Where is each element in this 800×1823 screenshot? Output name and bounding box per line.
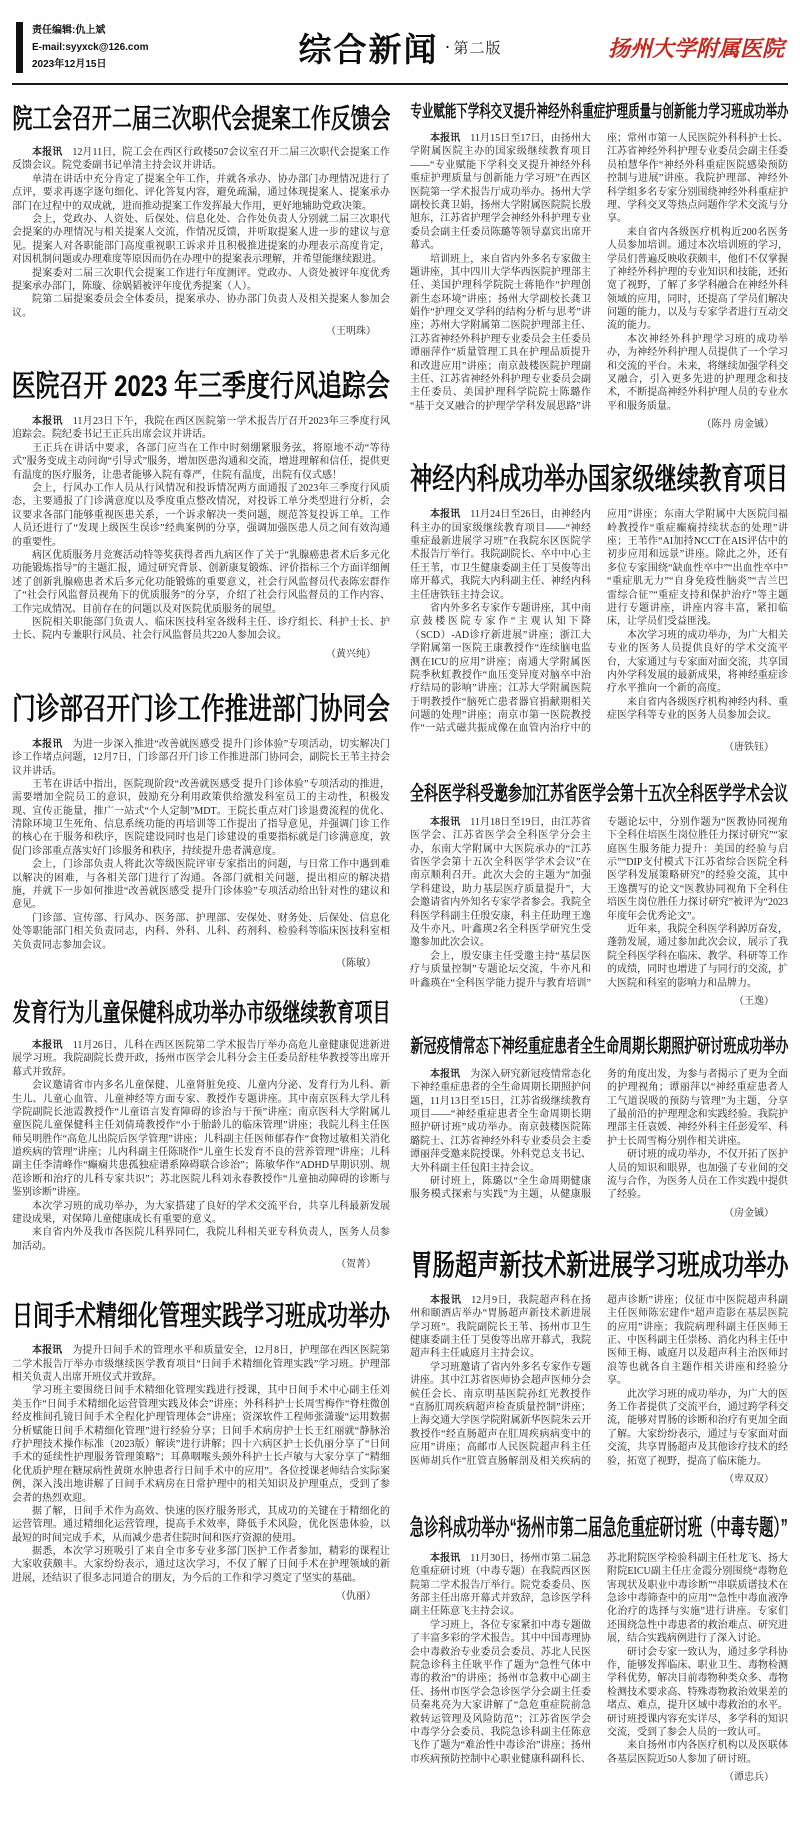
article-title-text: 急诊科成功举办“扬州市第二届急危重症研讨班（中毒专题）” <box>410 1513 788 1540</box>
article-body <box>410 132 788 413</box>
article-body <box>12 1344 390 1585</box>
article <box>410 1241 788 1485</box>
article-title-text: 胃肠超声新技术新进展学习班成功举办 <box>410 1249 788 1282</box>
paragraph: 研讨班上，陈璐以“全生命周期健康服务模式探索与实践”为主题，从健康服务的角度出发，为参与者揭示了更为全面的护理视角；谭丽萍以“神经重症患者人工气道误吸的预防与管理”为主题，分享了最前沿的护理理念和实践经验。我院护理部主任袁媛、神经外科主任彭爱军、科护士长周雪梅分别作相关讲座。 <box>410 1068 788 1201</box>
article-byline: （卑双双） <box>724 1473 774 1485</box>
article-title <box>12 684 390 728</box>
paragraph: 提案委对二届三次职代会提案工作进行年度测评。党政办、人资处被评年度优秀提案承办部门，陈璇、徐娲韬被评年度优秀提案（人）。 <box>12 267 390 292</box>
article-body <box>410 1294 788 1468</box>
article-title <box>410 1243 788 1284</box>
article-title-text: 日间手术精细化管理实践学习班成功举办 <box>12 1300 390 1332</box>
right-column <box>410 95 788 1805</box>
article <box>410 452 788 753</box>
section-title: 综合新闻 <box>298 31 439 68</box>
paragraph: 学习班邀请了省内外多名专家作专题讲座。其中江苏省医师协会超声医师分会候任会长、南京明基医院孙红光教授作“直肠肛周疾病超声检查质量控制”讲座；上海交通大学医学院附属新华医院朱云开教授作“经直肠超声在肛周疾病病变中的应用”讲座；高邮市人民医院超声科主任医师胡兵作“肛管直肠解剖及相关疾病的超声诊断”讲座；仪征市中医院超声科副主任医师陈宏建作“超声造影在基层医院的应用”讲座；我院病理科副主任医师王正、中医科副主任崇杨、消化内科主任中医师王梅、戚庭月以及超声科主治医师封浪等也就各自主题作相关讲座和经验分享。 <box>410 1294 788 1467</box>
article-body <box>410 508 788 736</box>
article-byline: （仇丽） <box>336 1591 376 1603</box>
article <box>410 95 788 430</box>
paragraph: 医院相关职能部门负责人、临床医技科室各级科主任、诊疗组长、科护士长、护士长、院内专兼职行风员、社会行风监督员共220人参加会议。 <box>12 616 390 642</box>
article-byline: （黄兴纯） <box>326 648 376 660</box>
date-line: 2023年12月15日 <box>32 59 107 70</box>
article-title <box>410 1031 788 1058</box>
paragraph: 单清在讲话中充分肯定了提案全年工作，并就各承办、协办部门办理情况进行了点评，要求再逐字逐句细化、评化答复内容，避免疏漏，通过体现提案人、提案承办部门在过程中的双成就，进而推动提案工作发挥最大作用，更好地辅助党政决策。 <box>12 173 390 212</box>
paragraph: 本报讯 12月9日，我院超声科在扬州和颐酒店举办“胃肠超声新技术新进展学习班”。我院副院长王苇、扬州市卫生健康委副主任丁昊俊等出席开幕式，我院超声科主任戚庭月主持会议。 <box>410 1294 592 1360</box>
paragraph: 本报讯 为提升日间手术的管理水平和质量安全，12月8日，护理部在西区医院第二学术报告厅举办市级继续医学教育项目“日间手术精细化管理实践”学习班。护理部相关负责人出席开班仪式并致辞。 <box>12 1345 390 1383</box>
paragraph: 本报讯 11月30日，扬州市第二届急危重症研讨班（中毒专题）在我院西区医院第二学术报告厅举行。院党委委员、医务部主任出席开幕式并致辞，急诊医学科副主任陈意飞主持会议。 <box>410 1552 591 1618</box>
article-byline: （房金铖） <box>724 1207 774 1219</box>
email-line: E-mail:syyxck@126.com <box>32 42 149 53</box>
paragraph: 据悉，本次学习班吸引了来自全市多专业多部门医护工作者参加，精彩的课程让大家收获颇丰。大家纷纷表示，通过这次学习，不仅了解了日间手术在护理领域的新进展，还结识了很多志同道合的朋友，为今后的工作和学习奠定了坚实的基础。 <box>12 1546 390 1584</box>
paragraph: 学习班上，各位专家紧扣中毒专题做了丰富多彩的学术报告。其中中国毒理协会中毒救治专业委员会委员、苏北人民医院急诊科主任耿平作了题为“急性气体中毒的救治”的讲座；扬州市急救中心副主任、扬州市医学会急诊医学分会副主任委员秦兆亮为大家讲解了“急危重症院前急救转运管理及风险防范”；江苏省医学会中毒学分会委员、我院急诊科副主任陈意飞作了题为“难治性中毒诊治”讲座；扬州市疾病预防控制中心职业健康科副科长、苏北附院医学检验科副主任杜龙飞、扬大附院EICU副主任庄金霞分别围绕“毒物危害现状及职业中毒诊断”“串联质谱技术在急诊中毒筛查中的应用”“急性中毒血液净化治疗的选择与实施”进行讲座。专家们还围绕急性中毒患者的救治难点、研究进展，结合实践病例进行了深入讨论。 <box>410 1552 788 1765</box>
paragraph: 门诊部、宣传部、行风办、医务部、护理部、安保处、财务处、后保处、信息化处等职能部门相关负责同志，内科、外科、儿科、药剂科、检验科等临床医技科室相关负责同志参加会议。 <box>12 912 390 951</box>
paragraph: 省内外多名专家作专题讲座，其中南京鼓楼医院专家作“主观认知下降（SCD）-AD诊疗新进展”讲座；浙江大学附属第一医院王康教授作“连续脑电监测在ICU的应用”讲座；南通大学附属医院季秋虹教授作“血压变异度对脑卒中治疗结局的影响”讲座；江苏大学附属医院于明教授作“脑死亡患者器官捐献期相关问题的处理”讲座；南京市第一医院教授作“一站式磁共振成像在血管内治疗中的应用”讲座；东南大学附属中大医院闫福岭教授作“重症癫痫持续状态的处理”讲座；王苇作“AI加持NCCT在AIS评估中的初步应用和远景”讲座。除此之外，还有多位专家围绕“缺血性卒中”“出血性卒中”“重症肌无力”“自身免疫性脑炎”“吉兰巴雷综合征”“重症支持和保护治疗”等主题进行专题讲座，讲座内容丰富，紧扣临床，让学员们受益匪浅。 <box>410 509 788 735</box>
article <box>12 359 390 660</box>
article-byline: （陈丹 房金铖） <box>701 419 774 431</box>
article-title-text: 医院召开 2023 年三季度行风追踪会 <box>12 370 390 404</box>
masthead <box>12 14 788 85</box>
paragraph: 院第二届提案委员会全体委员，提案承办、协办部门负责人及相关提案人参加会议。 <box>12 294 390 319</box>
article-byline: （唐铁钰） <box>724 741 774 753</box>
article <box>410 775 788 1007</box>
paragraph: 王正兵在讲话中要求，各部门应当在工作中时刻绷紧服务弦，将原地不动“等待式”服务变成主动问询“引导式”服务，增加医患沟通和交流，增进理解和信任，提供更有温度的医疗服务，让患者能够入院有尊严，住院有温度，出院有仪式感！ <box>12 442 390 481</box>
paragraph: 会上，党政办、人资处、后保处、信息化处、合作处负责人分别就二届三次职代会提案的办理情况与相关提案人交流，作情况反馈，并听取提案人进一步的建议与意见。提案人对各职能部门高度重视职工诉求并且积极推进提案的办理表示高度肯定，对因机制问题或办理难度等原因而仍在办理中的提案表示理解，并希望能继续跟进。 <box>12 213 390 266</box>
page-content <box>12 95 788 1805</box>
article-body <box>12 738 390 952</box>
article-body <box>12 1039 390 1253</box>
paragraph: 王苇在讲话中指出，医院现阶段“改善就医感受 提升门诊体验”专项活动的推进，需要增加全院员工的意识，鼓励充分利用政策供给激发科室员工的主动性，积极发现、宣传正能量，推广一站式“个人定制”MDT。王院长重点对门诊退费流程的优化、清除环境卫生死角、信息系统功能的再培训等工作提出了指导意见，并强调门诊工作的核心在于服务和秩序，医院建设同时也是门诊建设的重要指标就是门诊满意度，敦促门诊部重点落实好门诊服务和秩序，持续提升患者满意度。 <box>12 778 390 857</box>
paragraph: 学习班主要围绕日间手术精细化管理实践进行授课，其中日间手术中心副主任刘美玉作“日间手术精细化运营管理实践及体会”讲座；外科科护士长周雪梅作“脊柱微创经皮椎间孔镜日间手术全程化护理管理体会”讲座；资深软件工程师张潇璇“运用数据分析赋能日间手术精细化管理”进行经验分享；日间手术病房护士长王红丽就“静脉治疗护理技术操作标准（2023版）解读”进行讲解；四十六病区护士长仇丽分享了“日间手术的延续性护理服务管理策略”；耳鼻咽喉头颈外科护士长卢敏与大家分享了“精细化优质护理在糖尿病性黄斑水肿患者行日间手术中的应用”。各位授课老师结合实际案例，深入浅出地讲解了日间手术病房在日常护理中的相关知识及护理重点，受到了参会者的热烈欢迎。 <box>12 1385 390 1504</box>
paragraph: 研讨会专家一致认为，通过多学科协作，能够发挥临床、职业卫生、毒物检测学科优势，解决目前毒物种类众多、毒物检测技术要求高、特殊毒物救治效果差的堵点、难点，提升区域中毒救治的水平。研讨班授课内容充实详尽，多学科的知识交流，受到了参会人员的一致认可。 <box>607 1646 788 1738</box>
article-title <box>12 361 390 405</box>
paragraph: 据了解，日间手术作为高效、快速的医疗服务形式，其成功的关键在于精细化的运营管理。通过精细化运营管理，提高手术效率，降低手术风险，优化医患体验，以最短的时间完成手术，从而减少患者住院时间和医疗资源的使用。 <box>12 1505 390 1544</box>
article-body <box>12 146 390 320</box>
article-title <box>12 993 390 1029</box>
article-title-text: 院工会召开二届三次职代会提案工作反馈会 <box>12 104 390 134</box>
section-head <box>231 24 569 71</box>
article <box>410 1029 788 1219</box>
article-title <box>410 97 788 122</box>
article-title-text: 神经内科成功举办国家级继续教育项目 <box>410 463 788 497</box>
paragraph: 来自省内各级医疗机构神经内科、重症医学科等专业的医务人员参加会议。 <box>607 696 788 722</box>
hospital-name: 扬州大学附属医院 <box>607 36 784 62</box>
article-body <box>410 816 788 990</box>
article-byline: （王明珠） <box>326 326 376 338</box>
left-column <box>12 95 390 1805</box>
article-title <box>12 97 390 136</box>
paragraph: 本报讯 12月11日，院工会在西区行政楼507会议室召开二届三次职代会提案工作反馈会议。院党委副书记单清主持会议并讲话。 <box>12 147 390 172</box>
paragraph: 本次神经外科护理学习班的成功举办，为神经外科护理人员提供了一个学习和交流的平台。未来，将继续加强学科交叉融合，引入更多先进的护理理念和技术，不断提高神经外科护理人员的专业水平和服务质量。 <box>607 333 788 412</box>
paragraph: 培训班上，来自省内外多名专家做主题讲座，其中四川大学华西医院护理部主任、美国护理科学院院士蒋艳作“护理创新生态环境”讲座；扬州大学副校长龚卫娟作“护理交叉学科的结构分析与思考”讲座；苏州大学附属第二医院护理部主任、江苏省神经外科护理专业委员会主任委员谭丽萍作“质量管理工具在护理品质提升和改进应用”讲座；南京鼓楼医院护理副主任、江苏省神经外科护理专业委员会副主任委员、美国护理科学院院士陈璐作“基于交叉融合的护理学学科发展思路”讲座；常州市第一人民医院外科科护士长、江苏省神经外科护理专业委员会副主任委员柏慧华作“神经外科重症医院感染预防控制与进展”讲座。我院护理部、神经外科学组多名专家分别围绕神经外科重症护理、学科交叉等热点问题作学术交流与分享。 <box>410 133 788 412</box>
paragraph: 本报讯 11月15日至17日，由扬州大学附属医院主办的国家级继续教育项目——“专业赋能下学科交叉提升神经外科重症护理质量与创新能力学习班”在西区医院第一学术报告厅成功举办。扬州大学副校长龚卫娟，扬州大学附属医院院长殷旭东，江苏省护理学会神经外科护理专业委员会副主任委员陈璐等领导嘉宾出席开幕式。 <box>410 133 591 252</box>
article-byline: （谭忠兵） <box>724 1772 774 1784</box>
article-byline: （陈敏） <box>336 957 376 969</box>
paragraph: 会议邀请省市内多名儿童保健、儿童肾脏免疫、儿童内分泌、发育行为儿科、新生儿、儿童心血管、儿童神经等方面专家、教授作专题讲座。其中南京医科大学儿科学院副院长池霞教授作“儿童语言发育障碍的诊治与干预”讲座；南京医科大学附属儿童医院儿童保健科主任刘倩琦教授作“小于胎龄儿的临床管理”讲座；我院儿科主任医师吴明胜作“高危儿出院后医学管理”讲座；儿科副主任医师郁春作“食物过敏相关消化道疾病的管理”讲座；儿内科副主任陈晓作“儿童生长发育不良的营养管理”讲座；儿科副主任李清峰作“癫痫共患孤独症谱系障碍联合诊治”；陈敏华作“ADHD早期识别、规范诊断和治疗的儿科专家共识”；苏北医院儿科刘永春教授作“儿童抽动障碍的诊断与鉴别诊断”讲座。 <box>12 1080 390 1199</box>
paragraph: 研讨班的成功举办，不仅开拓了医护人员的知识和眼界，也加强了专业间的交流与合作，为医务人员在工作实践中提供了经验。 <box>607 1149 788 1201</box>
paragraph: 会上，行风办工作人员从行风情况和投诉情况两方面通报了2023年三季度行风质态，主要通报了门诊满意度以及季度重点整改情况，对投诉工单分类型进行分析，会议要求各部门能够重视医患关系，一个诉求解决一类问题，规范答复投诉工单。工作人员还进行了“发现上级医生误诊”经典案例的分享，强调加强医患人员之间有效沟通的重要性。 <box>12 483 390 548</box>
paragraph: 本报讯 11月18日至19日，由江苏省医学会、江苏省医学会全科医学分会主办，东南大学附属中大医院承办的“江苏省医学会第十五次全科医学学术会议”在南京顺利召开。此次大会的主题为“加强学科建设，助力基层医疗质量提升”，大会邀请省内外知名专家学者参会。我院全科医学科副主任殷安康，科主任助理王逸及牛亦凡、叶鑫瑛2名全科医学研究生受邀参加此次会议。 <box>410 816 591 949</box>
article-title <box>12 1294 390 1334</box>
article-title <box>410 1509 788 1542</box>
article <box>12 682 390 969</box>
paragraph: 本报讯 11月23日下午，我院在西区医院第一学术报告厅召开2023年三季度行风追踪会。院纪委书记王正兵出席会议并讲话。 <box>12 416 390 441</box>
article-title-text: 门诊部召开门诊工作推进部门协同会 <box>12 692 390 726</box>
article <box>410 1507 788 1783</box>
paragraph: 来自省内外及我市各医院儿科界同仁，我院儿科相关亚专科负责人，医务人员参加活动。 <box>12 1227 390 1252</box>
paragraph: 会上，殷安康主任受邀主持“基层医疗与质量控制”专题论坛交流，牛亦凡和叶鑫瑛在“全科医学能力提升与教育培训”专题论坛中，分别作题为“医教协同视角下全科住培医生岗位胜任力探讨研究”“家庭医生服务能力提升：美国的经验与启示”“DIP支付模式下江苏省综合医院全科医学科发展策略研究”的经验交流，其中王逸撰写的论文“医教协同视角下全科住培医生岗位胜任力探讨研究”被评为“2023年度年会优秀论文”。 <box>410 816 788 989</box>
paragraph: 来自扬州市内各医疗机构以及医联体各基层医院近50人参加了研讨班。 <box>607 1740 788 1765</box>
article <box>12 95 390 337</box>
paragraph: 本报讯 为深入研究新冠疫情常态化下神经重症患者的全生命周期长期照护问题，11月13日至15日，江苏省级继续教育项目——“神经重症患者全生命周期长期照护研讨班”成功举办。南京鼓楼医院陈璐院士、江苏省神经外科专业委员会主委谭丽萍受邀来院授课。外科党总支书记、大外科副主任包阳主持会议。 <box>410 1068 592 1174</box>
article-title <box>410 454 788 498</box>
paragraph: 本报讯 11月26日，儿科在西区医院第二学术报告厅举办高危儿童健康促进新进展学习班。我院副院长费开政，扬州市医学会儿科分会主任委员舒桂华教授等出席开幕式并致辞。 <box>12 1039 390 1078</box>
edition-info <box>16 22 231 73</box>
paragraph: 本报讯 为进一步深入推进“改善就医感受 提升门诊体验”专项活动，切实解决门诊工作堵点问题，12月7日，门诊部召开门诊工作推进部门协同会，副院长王苇主持会议并讲话。 <box>12 738 390 777</box>
paragraph: 本报讯 11月24日至26日，由神经内科主办的国家级继续教育项目——“神经重症最新进展学习班”在我院东区医院学术报告厅举行。我院副院长、卒中中心主任王苇，市卫生健康委副主任丁昊俊等出席开幕式，我院大内科副主任、神经内科主任唐铁钰主持会议。 <box>410 509 591 601</box>
article-body <box>410 1552 788 1766</box>
paragraph: 会上，门诊部负责人将此次等级医院评审专家指出的问题，与日常工作中遇到难以解决的困难，与各相关部门进行了沟通。各部门就相关问题，提出相应的解决措施，并就下一步如何推进“改善就医感受 提升门诊体验”专项活动给出针对性的建议和意见。 <box>12 859 390 911</box>
paragraph: 近年来，我院全科医学科踔厉奋发，蓬勃发展，通过参加此次会议，展示了我院全科医学科在临床、教学、科研等工作的成绩，同时也增进了与同行的交流，扩大医院和科室的影响力和品牌力。 <box>607 923 788 989</box>
paragraph: 来自省内各级医疗机构近200名医务人员参加培训。通过本次培训班的学习，学员们普遍反映收获颇丰，他们不仅掌握了神经外科护理的专业知识和技能，还拓宽了视野，了解了多学科融合在神经外科领域的应用，同时，还提高了学员们解决问题的能力，以及与专家学者进行互动交流的能力。 <box>607 226 788 332</box>
paragraph: 本次学习班的成功举办，为大家搭建了良好的学术交流平台，共享儿科最新发展建设成果，对保障儿童健康成长有重要的意义。 <box>12 1200 390 1226</box>
article <box>12 991 390 1270</box>
article-byline: （贺菁） <box>336 1259 376 1271</box>
editor-line: 责任编辑:仇上斌 <box>32 25 106 36</box>
article-title-text: 全科医学科受邀参加江苏省医学会第十五次全科医学学术会议 <box>410 782 788 805</box>
article-body <box>12 415 390 643</box>
section-dot: · <box>444 37 451 57</box>
article <box>12 1292 390 1602</box>
article-title-text: 发育行为儿童保健科成功举办市级继续教育项目 <box>12 998 390 1027</box>
article-byline: （王逸） <box>734 995 774 1007</box>
paragraph: 本次学习班的成功举办，为广大相关专业的医务人员提供良好的学术交流平台，大家通过与专家面对面交流，共享国内外学科发展的最新成果，将神经重症诊疗水平推向一个新的高度。 <box>607 629 788 695</box>
article-title <box>410 777 788 806</box>
article-title-text: 新冠疫情常态下神经重症患者全生命周期长期照护研讨班成功举办 <box>410 1035 788 1057</box>
article-body <box>410 1068 788 1202</box>
paragraph: 病区优质服务月竞赛活动特等奖获得者西九病区作了关于“乳腺癌患者术后多元化功能锻炼指导”的主题汇报，通过研究背景、创新康复锻炼、评价指标三个方面详细阐述了创新乳腺癌患者术后多元化功能锻炼的重要意义，社会行风监督员代表陈宏群作了“社会行风监督员视角下的优质服务”的分享，介绍了社会行风监督员的工作内容、工作完成情况、目前存在的问题以及对医院优质服务的展望。 <box>12 549 390 615</box>
paragraph: 此次学习班的成功举办，为广大的医务工作者提供了交流平台，通过跨学科交流，能够对胃肠的诊断和治疗有更加全面了解。大家纷纷表示，通过与专家面对面交流，共享胃肠超声及其他诊疗技术的经验，拓宽了视野，提高了临床能力。 <box>607 1388 788 1467</box>
section-sub: 第二版 <box>453 41 502 57</box>
article-title-text: 专业赋能下学科交叉提升神经外科重症护理质量与创新能力学习班成功举办 <box>410 102 788 121</box>
